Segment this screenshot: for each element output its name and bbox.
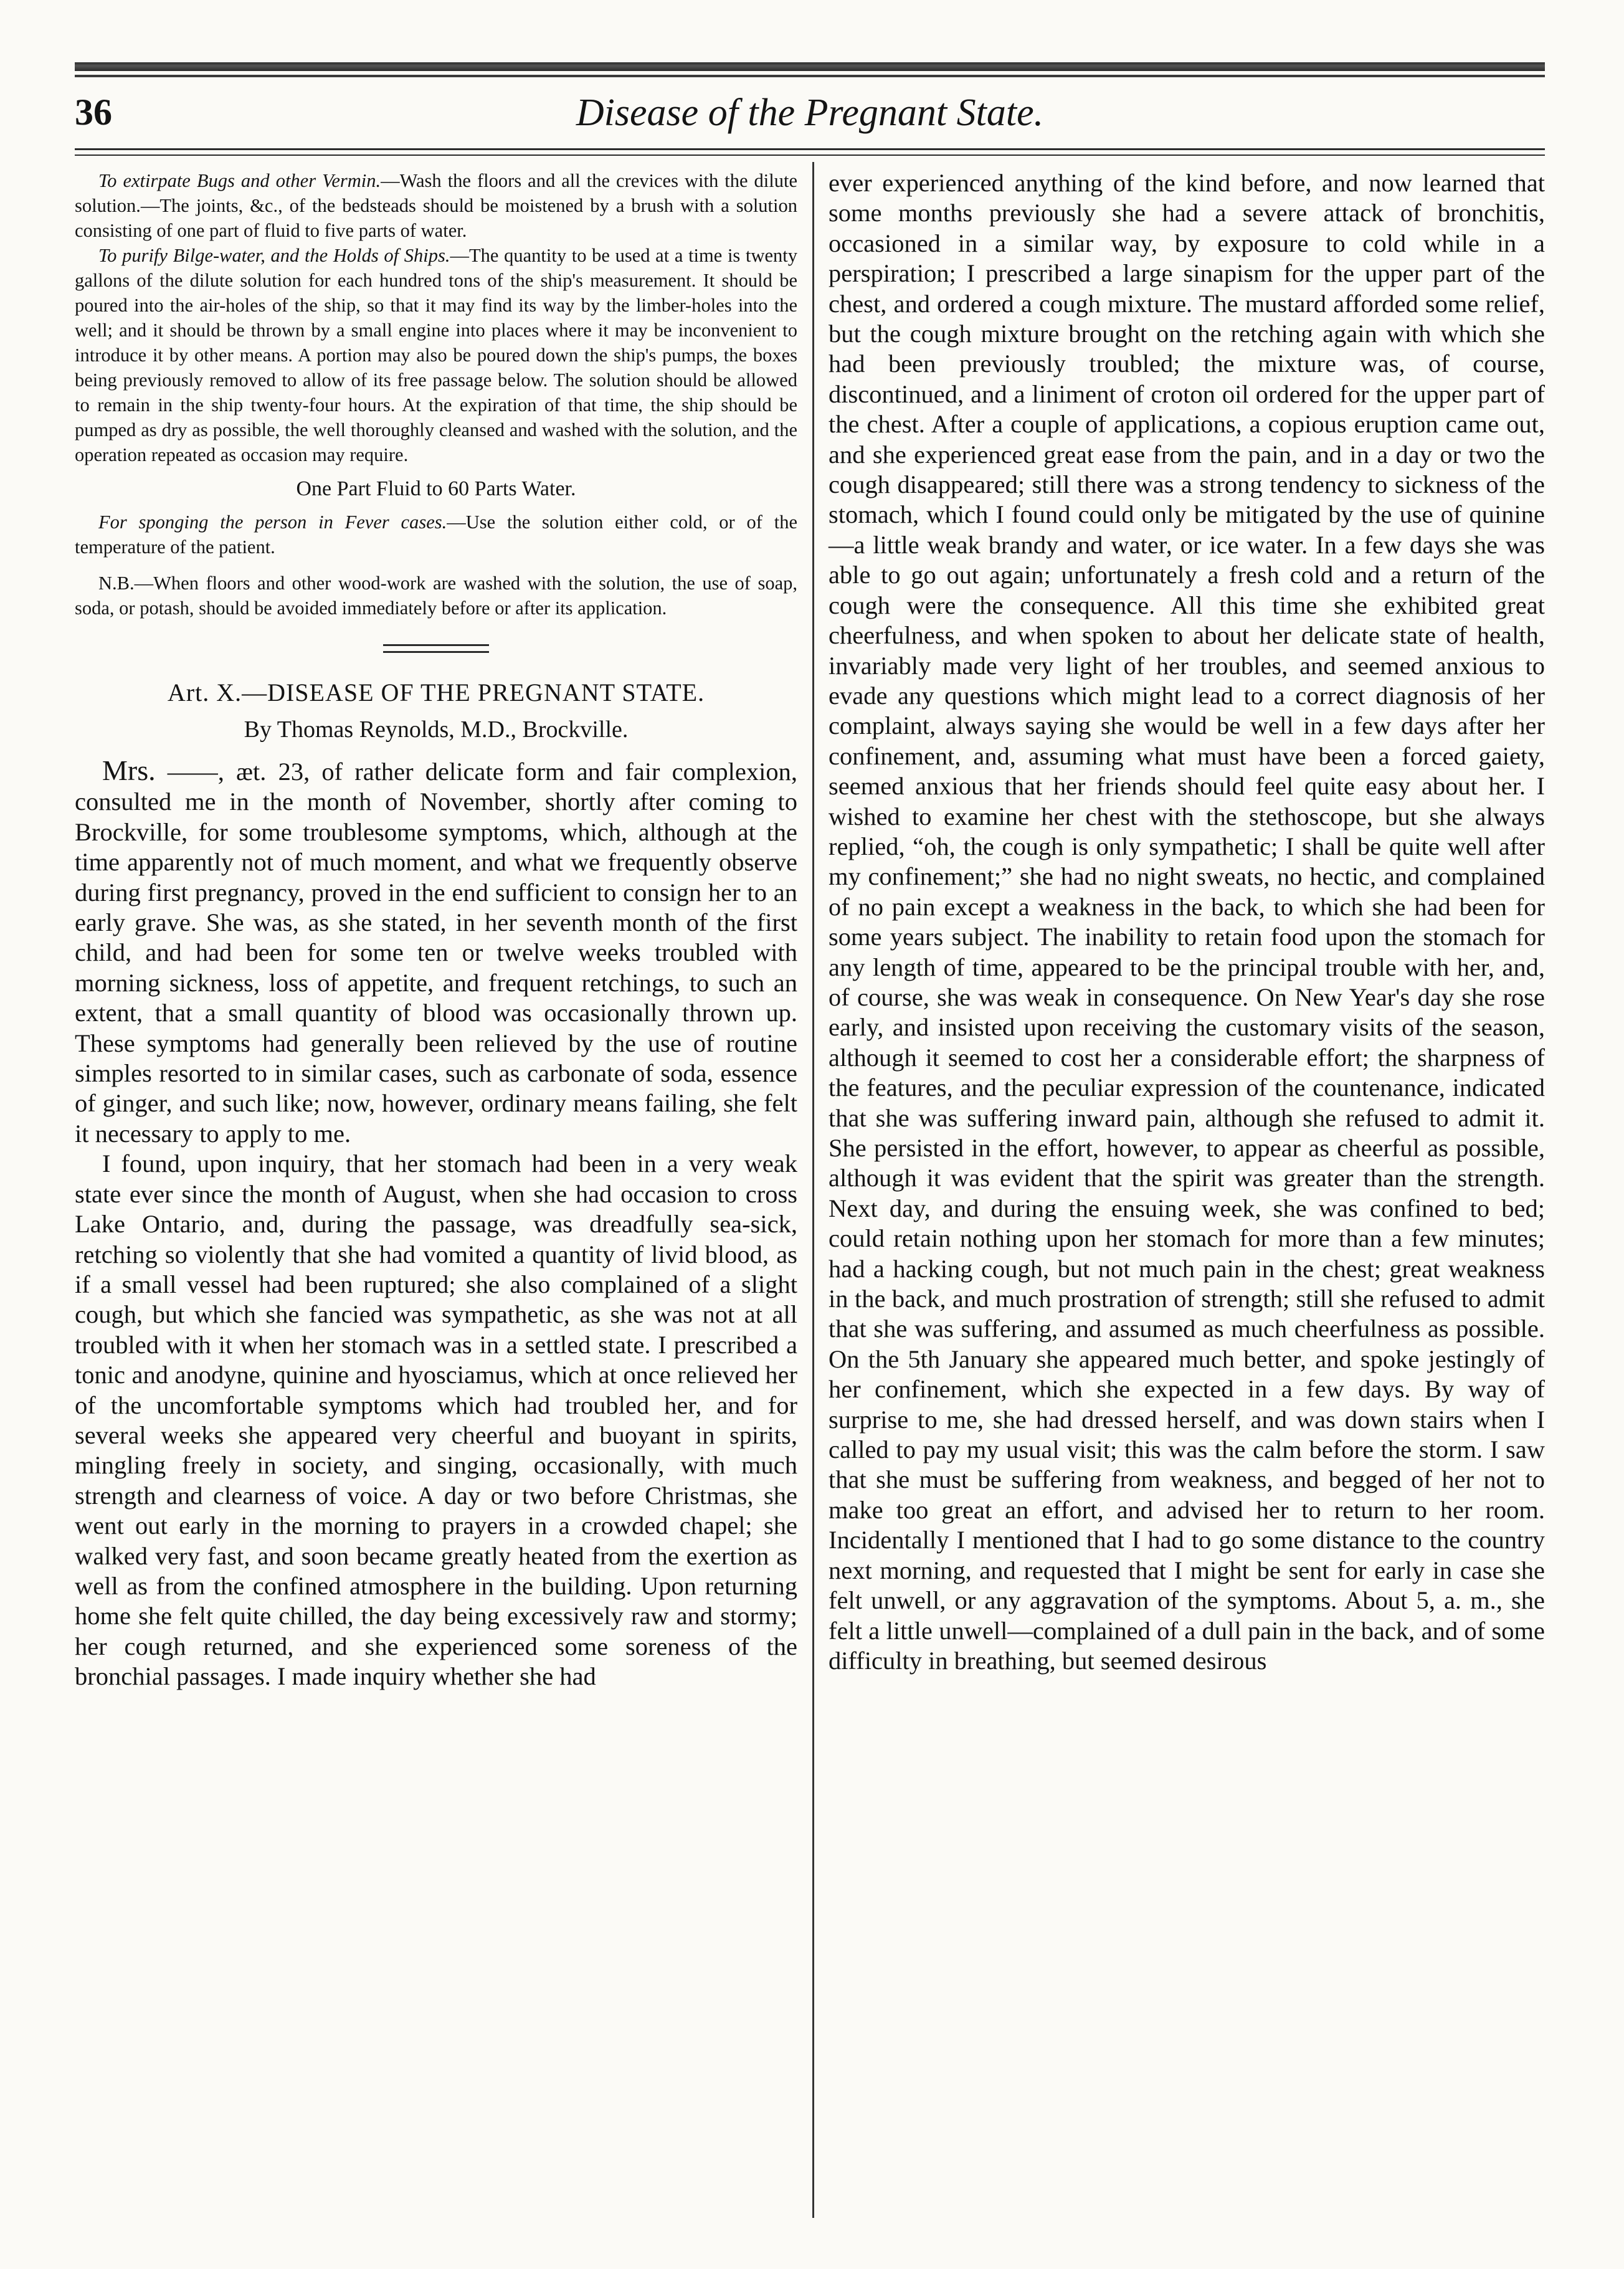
- disinfect-bilge-title: To purify Bilge-water, and the Holds of Ships.: [98, 245, 450, 266]
- disinfect-fever-title: For sponging the person in Fever cases.: [98, 511, 447, 533]
- article-paragraph-2: I found, upon inquiry, that her stomach had been in a very weak state ever since the month of August, when she had occasion to cross Lake Ontario, and, during the passage, was dreadfully sea-sick, retching so violently that she had vomited a quantity of livid blood, as if a small vessel had been ruptured; she also complained of a slight cough, but which she fancied was sympathetic, as she was not at all troubled with it when her stomach was in a settled state. I prescribed a tonic and anodyne, quinine and hyosciamus, which at once relieved her of the uncomfortable symptoms which had troubled her, and for several weeks she appeared very cheerful and buoyant in spirits, mingling freely in society, and singing, occasionally, with much strength and clearness of voice. A day or two before Christmas, she went out early in the morning to prayers in a crowded chapel; she walked very fast, and soon became greatly heated from the exertion as well as from the confined atmosphere in the building. Upon returning home she felt quite chilled, the day being excessively raw and stormy; her cough returned, and she experienced some soreness of the bronchial passages. I made inquiry whether she had: [75, 1149, 797, 1691]
- disinfect-vermin-text: —Wash the floors and all the crevices with the dilute solution.—The joints, &c., of the bedsteads should be moistened by a brush with a solution consisting of one part of fluid to five parts of water.: [75, 170, 798, 241]
- article-paragraph-continued: ever experienced anything of the kind before, and now learned that some months previously she had a severe attack of bronchitis, occasioned in a similar way, by exposure to cold while in a perspiration; I prescribed a large sinapism for the upper part of the chest, and ordered a cough mixture. The mustard afforded some relief, but the cough mixture brought on the retching again with which she had been previously troubled; the mixture was, of course, discontinued, and a liniment of croton oil ordered for the upper part of the chest. After a couple of applications, a copious eruption came out, and she experienced great ease from the pain, and in a day or two the cough disappeared; still there was a strong tendency to sickness of the stomach, which I found could only be mitigated by the use of quinine—a little weak brandy and water, or ice water. In a few days she was able to go out again; unfortunately a fresh cold and a return of the cough were the consequence. All this time she exhibited great cheerfulness, and when spoken to about her delicate state of health, invariably made very light of her troubles, and seemed anxious to evade any questions which might lead to a correct diagnosis of her complaint, always saying she would be well in a few days after her confinement, and, assuming what must have been a forced gaiety, seemed anxious that her friends should feel quite easy about her. I wished to examine her chest with the stethoscope, but she always replied, “oh, the cough is only sympathetic; I shall be quite well after my confinement;” she had no night sweats, no hectic, and complained of no pain except a weakness in the back, to which she had been for some years subject. The inability to retain food upon the stomach for any length of time, appeared to be the principal trouble with her, and, of course, she was weak in consequence. On New Year's day she rose early, and insisted upon receiving the customary visits of the season, although it seemed to cost her a considerable effort; the sharpness of the features, and the peculiar expression of the countenance, indicated that she was suffering inward pain, although she refused to admit it. She persisted in the effort, however, to appear as cheerful as possible, although it was evident that the spirit was greater than the strength. Next day, and during the ensuing week, she was confined to bed; could retain nothing upon her stomach for more than a few minutes; had a hacking cough, but not much pain in the chest; great weakness in the back, and much prostration of strength; still she refused to admit that she was suffering, and assumed as much cheerfulness as possible. On the 5th January she appeared much better, and spoke jestingly of her confinement, which she expected in a few days. By way of surprise to me, she had dressed herself, and was down stairs when I called to pay my usual visit; this was the calm before the storm. I saw that she must be suffering from weakness, and begged of her not to make too great an effort, and advised her to return to her room. Incidentally I mentioned that I had to go some distance to the country next morning, and requested that I might be sent for early in case she felt unwell, or any aggravation of the symptoms. About 5, a. m., she felt a little unwell—complained of a dull pain in the back, and of some difficulty in breathing, but seemed desirous: [829, 169, 1545, 1675]
- header-rule: [75, 148, 1545, 150]
- paragraph-first-word: Mrs.: [102, 754, 156, 786]
- column-divider: [812, 162, 814, 2218]
- fever-instructions: [75, 510, 797, 559]
- paragraph-1-text: ——, æt. 23, of rather delicate form and fair complexion, consulted me in the month of November, shortly after coming to Brockville, for some troublesome symptoms, which, although at the time apparently not of much moment, and what we frequently observe during first pregnancy, proved in the end sufficient to consign her to an early grave. She was, as she stated, in her seventh month of the first child, and had been for some ten or twelve weeks troubled with morning sickness, loss of appetite, and frequent retchings, to such an extent, that a small quantity of blood was occasionally thrown up. These symptoms had generally been relieved by the use of routine simples resorted to in similar cases, such as carbonate of soda, essence of ginger, and such like; now, however, ordinary means failing, she felt it necessary to apply to me.: [75, 758, 797, 1148]
- article-heading: Art. X.—DISEASE OF THE PREGNANT STATE.: [167, 678, 705, 706]
- nb-note: [75, 571, 797, 621]
- header-rule-second: [75, 155, 1545, 156]
- article-byline: By Thomas Reynolds, M.D., Brockville.: [244, 716, 629, 743]
- nb-note-text: N.B.—When floors and other wood-work are washed with the solution, the use of soap, soda, or potash, should be avoided immediately before or after its application.: [75, 573, 797, 619]
- left-column: [75, 168, 797, 1692]
- top-border-rule-thin: [75, 75, 1545, 77]
- disinfect-item-bilge: [75, 243, 797, 467]
- section-divider: [383, 644, 489, 646]
- disinfect-fever-text: —Use the solution either cold, or of the temperature of the patient.: [75, 511, 797, 558]
- ratio-line: One Part Fluid to 60 Parts Water.: [296, 477, 576, 500]
- disinfect-instructions: [75, 168, 797, 467]
- page-header: [75, 87, 1545, 143]
- top-border-rule: [75, 62, 1545, 71]
- disinfect-item-fever: [75, 510, 797, 559]
- disinfect-vermin-title: To extirpate Bugs and other Vermin.: [98, 170, 381, 191]
- page-number: 36: [75, 92, 112, 133]
- disinfect-bilge-text: —The quantity to be used at a time is twenty gallons of the dilute solution for each hundred tons of the ship's measurement. It should be poured into the air-holes of the ship, so that it may find its way by the limber-holes into the well; and it should be thrown by a small engine into places where it may be inconvenient to introduce it by other means. A portion may also be poured down the ship's pumps, the boxes being previously removed to allow of its free passage below. The solution should be allowed to remain in the ship twenty-four hours. At the expiration of that time, the ship should be pumped as dry as possible, the well thoroughly cleansed and washed with the solution, and the operation repeated as occasion may require.: [75, 245, 797, 465]
- disinfect-item-vermin: [75, 168, 797, 243]
- right-column: [829, 168, 1545, 1676]
- article-paragraph-1: [75, 756, 797, 1149]
- section-divider-second: [383, 651, 489, 653]
- running-title: Disease of the Pregnant State.: [576, 92, 1044, 134]
